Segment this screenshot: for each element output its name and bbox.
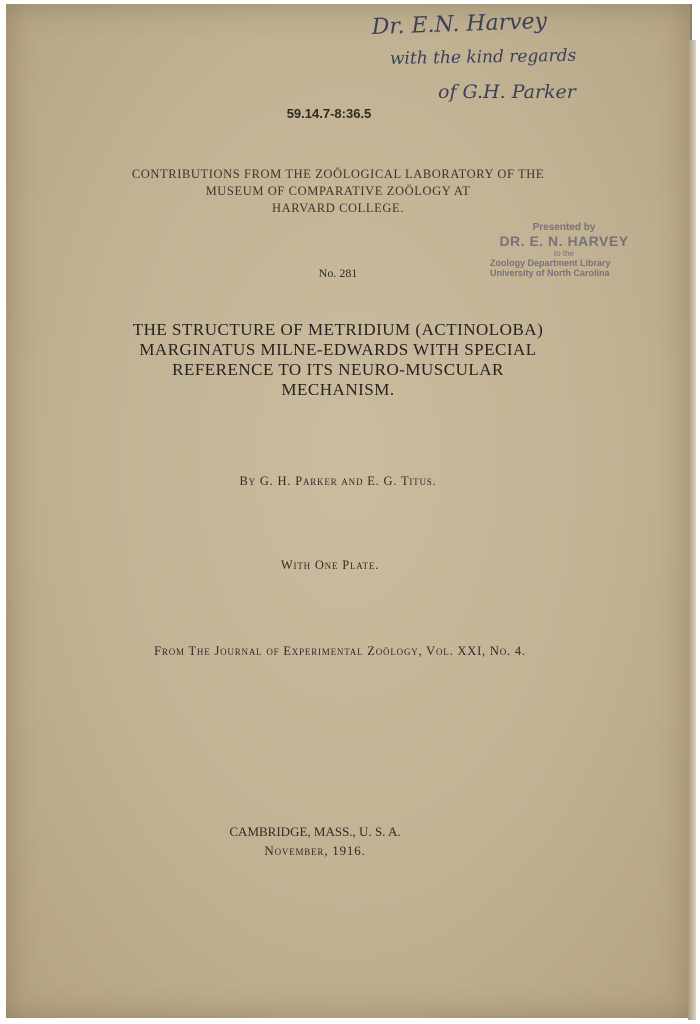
classification-number: 59.14.7-8:36.5 xyxy=(286,106,372,121)
contributions-line-1: CONTRIBUTIONS FROM THE ZOÖLOGICAL LABORATORY OF THE xyxy=(131,167,545,181)
title-line-2: MARGINATUS MILNE-EDWARDS WITH SPECIAL xyxy=(139,340,537,359)
contribution-number: No. 281 xyxy=(318,266,358,280)
stamp-presented: Presented by xyxy=(532,222,596,233)
contributions-heading xyxy=(0,166,676,217)
stamp-library: Zoology Department Library xyxy=(490,258,611,268)
inscription-line-2: with the kind regards xyxy=(389,45,577,69)
paper-title xyxy=(100,320,576,400)
stamp-to: to the xyxy=(553,249,574,258)
page-edge xyxy=(688,40,696,1020)
plate-note: With One Plate. xyxy=(280,558,380,572)
inscription-line-3: of G.H. Parker xyxy=(438,81,576,103)
title-line-4: MECHANISM. xyxy=(281,380,395,399)
inscription-line-1: Dr. E.N. Harvey xyxy=(371,8,548,40)
title-line-3: REFERENCE TO ITS NEURO-MUSCULAR xyxy=(172,360,504,379)
authors: By G. H. Parker and E. G. Titus. xyxy=(239,474,437,488)
stamp-university: University of North Carolina xyxy=(490,268,610,278)
imprint xyxy=(0,822,630,860)
imprint-date: November, 1916. xyxy=(264,843,366,858)
journal-source: From The Journal of Experimental Zoölogy, Vol. XXI, No. 4. xyxy=(154,644,526,658)
handwritten-inscription xyxy=(360,6,680,106)
imprint-place: CAMBRIDGE, MASS., U. S. A. xyxy=(229,824,401,839)
contributions-line-3: HARVARD COLLEGE. xyxy=(272,201,404,215)
title-line-1: THE STRUCTURE OF METRIDIUM (ACTINOLOBA) xyxy=(132,320,544,339)
stamp-donor-name: DR. E. N. HARVEY xyxy=(499,233,629,249)
document-page xyxy=(6,4,692,1018)
contributions-line-2: MUSEUM OF COMPARATIVE ZOÖLOGY AT xyxy=(205,184,471,198)
